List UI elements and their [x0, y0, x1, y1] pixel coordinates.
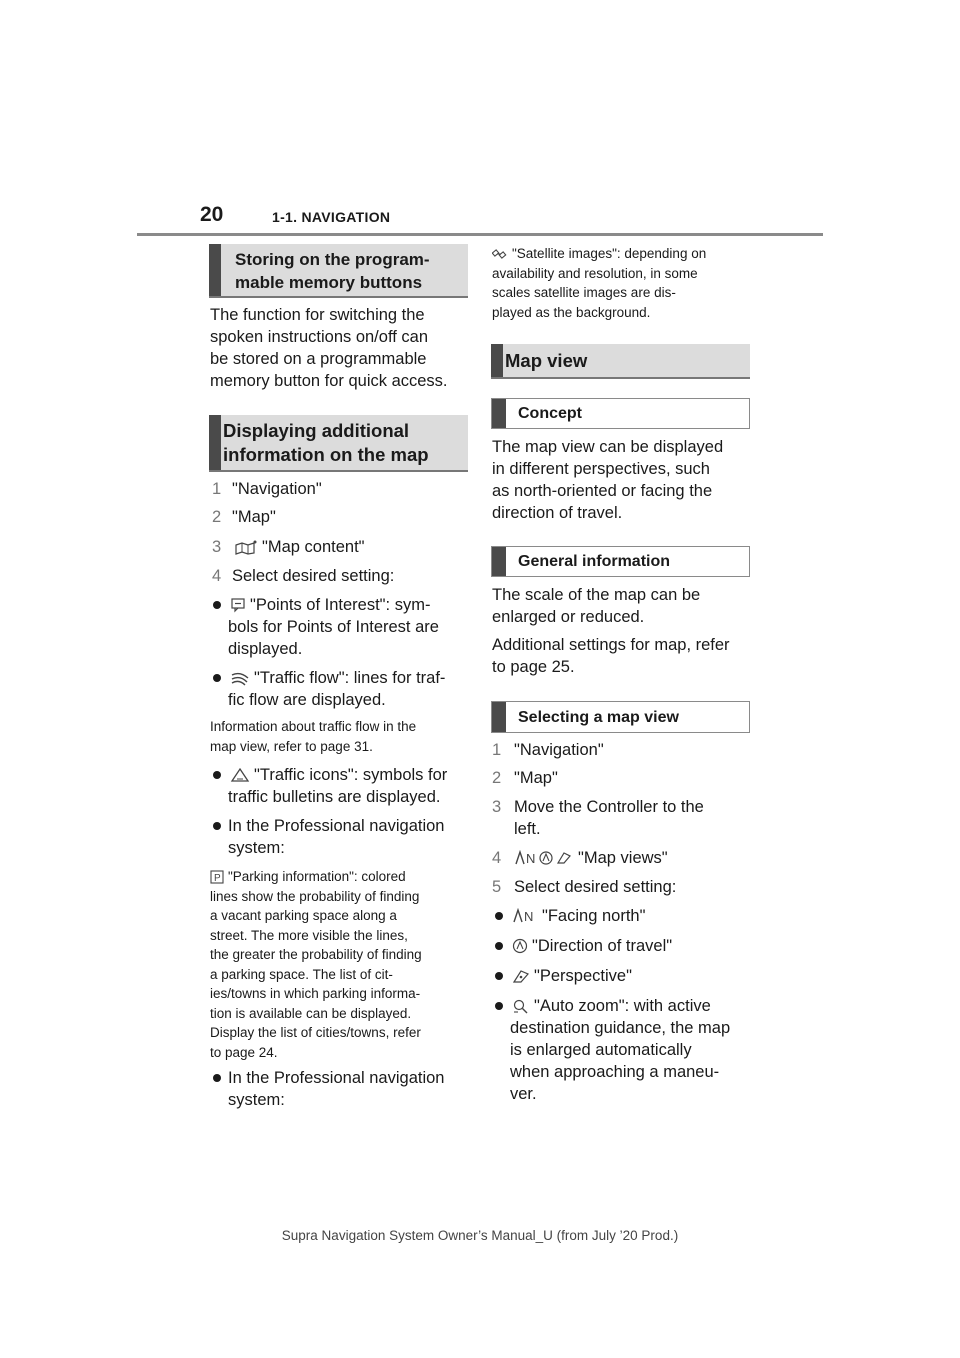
- step-text: "Navigation": [514, 741, 604, 759]
- step-number: 3: [492, 798, 502, 816]
- heading-bar: [209, 244, 221, 296]
- step-text: "Map content": [262, 538, 365, 556]
- text-line: ver.: [510, 1085, 537, 1103]
- text-line: when approaching a maneu-: [510, 1063, 720, 1081]
- text-line: as north-oriented or facing the: [492, 482, 713, 500]
- bullet-dot: [495, 1002, 503, 1010]
- concept-body: [492, 436, 757, 524]
- step-text: "Map": [232, 508, 276, 526]
- bullet-dot: [213, 601, 221, 609]
- traffic-flow-note: [210, 717, 475, 756]
- bullet-dot: [213, 674, 221, 682]
- bullet-dot: [495, 972, 503, 980]
- step-number: 3: [212, 538, 222, 556]
- bullet-dot: [495, 942, 503, 950]
- step-number: 5: [492, 878, 502, 896]
- subheading-bar: [492, 547, 506, 576]
- text-line: in different perspectives, such: [492, 460, 710, 478]
- text-line: "Perspective": [534, 967, 632, 985]
- traffic-flow-icon: [230, 670, 250, 686]
- text-line: "Satellite images": depending on: [512, 246, 707, 261]
- text-line: system:: [228, 1091, 285, 1109]
- text-line: Additional settings for map, refer: [492, 636, 730, 654]
- page-number: 20: [200, 203, 224, 226]
- step-text: "Map views": [578, 849, 668, 867]
- text-line: a vacant parking space along a: [210, 908, 397, 923]
- footer: Supra Navigation System Owner’s Manual_U (from July ’20 Prod.): [281, 1228, 679, 1243]
- section-heading-map-view: [491, 344, 750, 379]
- satellite-icon: [492, 247, 508, 261]
- text-line: availability and resolution, in some: [492, 265, 698, 281]
- text-line: enlarged or reduced.: [492, 608, 645, 626]
- text-line: The function for switching the: [210, 306, 425, 324]
- text-line: "Direction of travel": [532, 937, 673, 955]
- subheading-general: [491, 546, 750, 577]
- text-line: displayed.: [228, 640, 303, 658]
- text-line: "Points of Interest": sym-: [250, 596, 431, 614]
- heading-bar: [491, 344, 503, 377]
- bullet-dot: [213, 1074, 221, 1082]
- perspective-icon: [512, 968, 530, 984]
- text-line: destination guidance, the map: [510, 1019, 731, 1037]
- text-line: In the Professional navigation: [228, 1069, 445, 1087]
- subheading-text: Selecting a map view: [518, 708, 679, 726]
- heading-line: information on the map: [223, 444, 429, 465]
- text-line: memory button for quick access.: [210, 372, 448, 390]
- text-line: "Parking information": colored: [228, 869, 406, 884]
- text-line: a parking space. The list of cit-: [210, 966, 393, 982]
- step-text: "Map": [514, 769, 558, 787]
- text-line: scales satellite images are dis-: [492, 285, 676, 300]
- map-content-icon: [234, 539, 258, 555]
- subheading-bar: [492, 702, 506, 732]
- text-line: Information about traffic flow in the: [210, 719, 417, 734]
- step-number: 4: [212, 567, 222, 585]
- bullet-dot: [495, 912, 503, 920]
- satellite-note: [492, 244, 757, 322]
- step-text: Select desired setting:: [232, 567, 395, 585]
- text-line: tion is available can be displayed.: [210, 1005, 412, 1021]
- subheading-bar: [492, 399, 506, 428]
- svg-text:P: P: [214, 873, 221, 884]
- section-heading-additional: [209, 415, 468, 472]
- text-line: lines show the probability of finding: [210, 888, 420, 904]
- text-line: The map view can be displayed: [492, 438, 724, 456]
- poi-icon: [230, 597, 246, 613]
- subheading-selecting: [491, 701, 750, 733]
- subheading-text: General information: [518, 553, 671, 570]
- parking-icon: [210, 870, 224, 884]
- heading-line: mable memory buttons: [235, 273, 423, 292]
- section-heading-storing: [209, 244, 468, 298]
- text-line: played as the background.: [492, 304, 651, 320]
- text-line: direction of travel.: [492, 504, 623, 522]
- step-text: "Navigation": [232, 480, 322, 498]
- step-number: 2: [492, 769, 502, 787]
- text-line: traffic bulletins are displayed.: [228, 788, 441, 806]
- text-line: "Facing north": [542, 907, 646, 925]
- bullet-dot: [213, 771, 221, 779]
- general-body-1: [492, 584, 757, 628]
- step-number: 2: [212, 508, 222, 526]
- svg-text:N: N: [524, 909, 534, 924]
- text-line: ies/towns in which parking informa-: [210, 986, 421, 1001]
- step-text: left.: [514, 820, 541, 838]
- parking-note: [210, 867, 475, 1062]
- step-number: 1: [492, 741, 502, 759]
- text-line: spoken instructions on/off can: [210, 328, 428, 346]
- text-line: fic flow are displayed.: [228, 691, 386, 709]
- text-line: "Traffic flow": lines for traf-: [254, 669, 446, 687]
- text-line: The scale of the map can be: [492, 586, 701, 604]
- direction-of-travel-icon: [512, 938, 528, 954]
- step-text: Select desired setting:: [514, 878, 677, 896]
- step-number: 4: [492, 849, 502, 867]
- subheading-text: Concept: [518, 405, 582, 422]
- header-rule: [137, 233, 823, 236]
- step-text: Move the Controller to the: [514, 798, 704, 816]
- text-line: to page 24.: [210, 1044, 278, 1060]
- heading-line: Displaying additional: [223, 420, 410, 441]
- text-line: map view, refer to page 31.: [210, 738, 373, 754]
- heading-bar: [209, 415, 221, 470]
- text-line: "Auto zoom": with active: [534, 997, 711, 1015]
- step-number: 1: [212, 480, 222, 498]
- text-line: to page 25.: [492, 658, 575, 676]
- map-views-icon: [514, 850, 574, 866]
- text-line: bols for Points of Interest are: [228, 618, 439, 636]
- text-line: be stored on a programmable: [210, 350, 427, 368]
- text-line: is enlarged automatically: [510, 1041, 692, 1059]
- text-line: In the Professional navigation: [228, 817, 445, 835]
- subheading-concept: [491, 398, 750, 429]
- heading-text: Map view: [505, 349, 588, 371]
- svg-text:N: N: [526, 851, 536, 866]
- traffic-icons-icon: [230, 767, 250, 783]
- chapter-title: 1-1. NAVIGATION: [272, 209, 391, 225]
- text-line: street. The more visible the lines,: [210, 927, 408, 943]
- facing-north-icon: [512, 908, 538, 924]
- auto-zoom-icon: [512, 998, 530, 1014]
- general-body-2: [492, 634, 757, 678]
- text-line: system:: [228, 839, 285, 857]
- text-line: the greater the probability of finding: [210, 947, 422, 962]
- heading-line: Storing on the program-: [235, 250, 430, 269]
- text-line: "Traffic icons": symbols for: [254, 766, 448, 784]
- bullet-dot: [213, 822, 221, 830]
- text-line: Display the list of cities/towns, refer: [210, 1025, 421, 1040]
- storing-body: [210, 304, 475, 392]
